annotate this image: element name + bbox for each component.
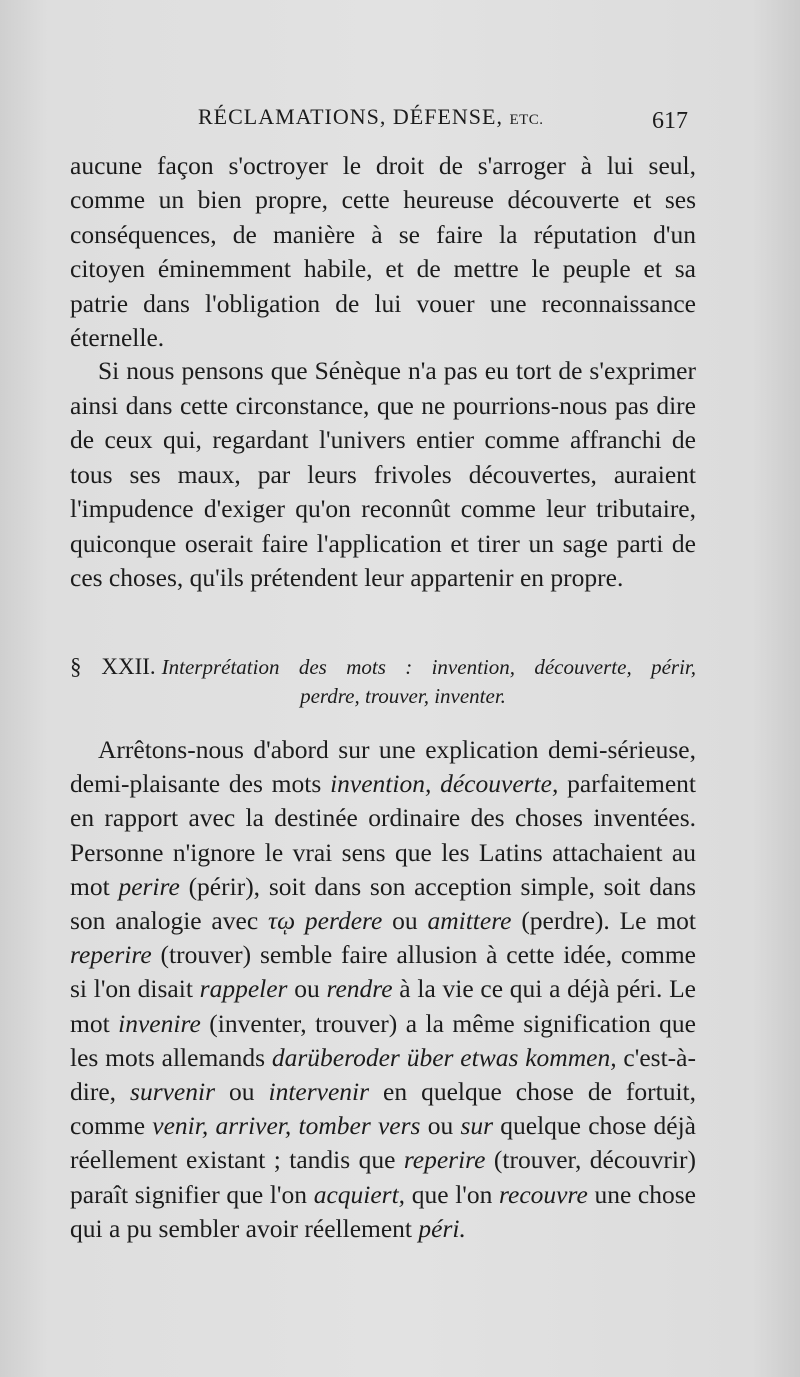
text-run: en quelque chose de fortuit, comme xyxy=(70,1077,696,1141)
paragraph-seneca: Si nous pensons que Sénèque n'a pas eu tort de s'exprimer ainsi dans cette circonstance, que ne pourrions-nous pas dire de ceux qui, regardant l'univers entier comme affranchi de tous ses maux, par leurs frivoles découvertes, auraient l'impudence d'exiger qu'on reconnût comme leur tributaire, quiconque oserait faire l'application et tirer un sage parti de ces choses, qu'ils prétendent leur appartenir en propre. xyxy=(70,356,696,592)
text-run: ou xyxy=(420,1111,461,1141)
italic-run: τῳ perdere xyxy=(267,906,383,936)
italic-run: survenir xyxy=(130,1077,216,1107)
text-run: que l'on xyxy=(405,1179,500,1209)
text-run: Arrêtons-nous d'abord sur une explication demi-sérieuse, demi-plaisante des mots xyxy=(70,735,696,799)
italic-run: intervenir xyxy=(268,1077,370,1107)
italic-run: venir, arriver, tomber vers xyxy=(152,1111,421,1141)
text-run: (inventer, trouver) a la même signification que les mots allemands xyxy=(70,1008,696,1072)
text-run: ou xyxy=(215,1077,269,1107)
italic-run: acquiert, xyxy=(313,1179,406,1209)
running-title-etc: ETC. xyxy=(509,112,544,128)
text-run: quelque chose déjà réellement existant ; tandis que xyxy=(70,1111,696,1175)
text-run: (trouver, découvrir) paraît signifier que l'on xyxy=(70,1145,696,1209)
italic-run: rendre xyxy=(326,974,393,1004)
text-run: (perdre). Le mot xyxy=(511,906,696,936)
text-run: une chose qui a pu sembler avoir réellement xyxy=(70,1179,696,1243)
running-head xyxy=(70,104,688,144)
text-run: (périr), soit dans son acception simple, soit dans son analogie avec xyxy=(70,871,697,936)
italic-run: sur xyxy=(460,1111,494,1141)
italic-run: péri. xyxy=(418,1213,466,1243)
italic-run: reperire xyxy=(403,1145,486,1175)
text-run: à la vie ce qui a déjà péri. Le mot xyxy=(70,974,696,1038)
italic-run: rappeler xyxy=(199,974,288,1004)
section-number: § XXII. xyxy=(70,654,156,679)
italic-run: darüberoder über etwas kommen, xyxy=(271,1042,617,1072)
italic-run: perire xyxy=(118,871,180,901)
italic-run: amittere xyxy=(427,906,512,936)
text-run: ou xyxy=(287,974,327,1004)
text-run: c'est-à-dire, xyxy=(70,1042,696,1107)
section-title-line-2: perdre, trouver, inventer. xyxy=(300,684,506,708)
running-title xyxy=(198,104,544,130)
italic-run: recouvre xyxy=(499,1179,588,1209)
section-heading-line-1 xyxy=(70,652,696,682)
italic-run: reperire xyxy=(70,940,152,970)
paragraph-continued: aucune façon s'octroyer le droit de s'arroger à lui seul, comme un bien propre, cette heureuse découverte et ses conséquences, de manière à se faire la réputation d'un citoyen éminemment habile, et de mettre le peuple et sa patrie dans l'obligation de lui vouer une reconnaissance éternelle. xyxy=(70,151,696,353)
text-run: ou xyxy=(382,906,428,936)
italic-run: invention, découverte, xyxy=(330,769,559,799)
section-heading xyxy=(70,652,696,711)
page-number: 617 xyxy=(652,108,688,134)
section-title-line-1: Interprétation des mots : invention, découverte, périr, xyxy=(161,655,696,679)
text-run: (trouver) semble faire allusion à cette idée, comme si l'on disait xyxy=(70,940,696,1004)
paragraph-interpretation xyxy=(70,733,696,1246)
italic-run: invenire xyxy=(118,1008,201,1038)
text-run: parfaitement en rapport avec la destinée ordinaire des choses inventées. Personne n'ignore le vrai sens que les Latins attachaient au mot xyxy=(70,769,696,901)
running-title-text: RÉCLAMATIONS, DÉFENSE, xyxy=(198,104,503,129)
